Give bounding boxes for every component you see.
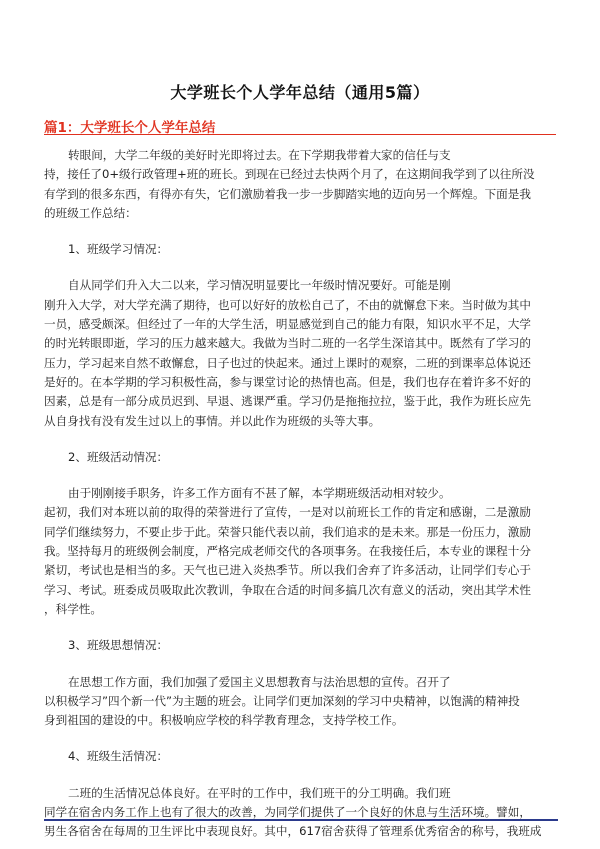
document-body bbox=[44, 146, 558, 842]
paragraph-line: 由于刚刚接手职务，许多工作方面有不甚了解，本学期班级活动相对较少。 bbox=[68, 486, 451, 501]
spacer bbox=[44, 223, 558, 240]
subsection-heading-study: 1、班级学习情况： bbox=[68, 242, 169, 257]
paragraph-line: 自从同学们升入大二以来，学习情况明显要比一年级时情况要好。可能是刚 bbox=[68, 278, 451, 293]
paragraph-line: 起初，我们对本班以前的取得的荣誉进行了宣传，一是对以前班长工作的肯定和感谢，二是激励 bbox=[44, 505, 531, 520]
spacer bbox=[44, 259, 558, 276]
spacer bbox=[44, 656, 558, 673]
paragraph-line: 同学们继续努力，不要止步于此。荣誉只能代表以前，我们追求的是未来。那是一份压力，激励 bbox=[44, 524, 531, 539]
paragraph-line: 同学在宿舍内务工作上也有了很大的改善，为同学们提供了一个良好的休息与生活环境。譬如， bbox=[44, 805, 531, 820]
paragraph-line: 是好的。在本学期的学习积极性高，参与课堂讨论的热情也高。但是，我们也存在着许多不好的 bbox=[44, 374, 531, 389]
paragraph-line: 我。坚持每月的班级例会制度，严格完成老师交代的各项事务。在我接任后，本专业的课程十分 bbox=[44, 544, 531, 559]
spacer bbox=[44, 730, 558, 747]
paragraph-line: 有学到的很多东西，有得亦有失，它们激励着我一步一步脚踏实地的迈向另一个辉煌。下面是我 bbox=[44, 186, 531, 201]
paragraph-line: 在思想工作方面，我们加强了爱国主义思想教育与法治思想的宣传。召开了 bbox=[68, 674, 451, 689]
spacer bbox=[44, 619, 558, 636]
paragraph-line: 从自身找有没有发生过以上的事情。并以此作为班级的头等大事。 bbox=[44, 413, 381, 428]
paragraph-line: 男生各宿舍在每周的卫生评比中表现良好。其中，617宿舍获得了管理系优秀宿舍的称号，我班成 bbox=[44, 824, 542, 839]
paragraph-line: 二班的生活情况总体良好。在平时的工作中，我们班干的分工明确。我们班 bbox=[68, 785, 451, 800]
subsection-heading-life: 4、班级生活情况： bbox=[68, 749, 169, 764]
paragraph-line: 压力，学习起来自然不敢懈怠，日子也过的快起来。通过上课时的观察，二班的到课率总体说还 bbox=[44, 355, 531, 370]
paragraph-line: 的班级工作总结： bbox=[44, 205, 137, 220]
page-bottom-rule bbox=[44, 819, 558, 821]
paragraph-line: 持，接任了0+级行政管理+班的班长。到现在已经过去快两个月了，在这期间我学到了以往所没 bbox=[44, 167, 535, 182]
section-heading: 篇1：大学班长个人学年总结 bbox=[44, 120, 216, 136]
spacer bbox=[44, 431, 558, 448]
paragraph-line: 转眼间，大学二年级的美好时光即将过去。在下学期我带着大家的信任与支 bbox=[68, 148, 451, 162]
paragraph-line: 因素，总是有一部分成员迟到、早退、逃课严重。学习仍是拖拖拉拉，鉴于此，我作为班长应先 bbox=[44, 394, 531, 409]
section-heading-underline bbox=[44, 134, 556, 135]
paragraph-line: 身到祖国的建设的中。积极响应学校的科学教育理念，支持学校工作。 bbox=[44, 713, 404, 728]
subsection-heading-activities: 2、班级活动情况： bbox=[68, 449, 169, 464]
paragraph-line: 紧切，考试也是相当的多。天气也已进入炎热季节。所以我们舍弃了许多活动，让同学们专心于 bbox=[44, 563, 531, 578]
subsection-heading-ideology: 3、班级思想情况： bbox=[68, 638, 169, 653]
paragraph-line: 刚升入大学，对大学充满了期待，也可以好好的放松自己了，不由的就懈怠下来。当时做为其中 bbox=[44, 297, 531, 312]
spacer bbox=[44, 767, 558, 784]
paragraph-line: 学习、考试。班委成员吸取此次教训，争取在合适的时间多搞几次有意义的活动，突出其学术性 bbox=[44, 582, 531, 597]
paragraph-line: ，科学性。 bbox=[44, 601, 102, 616]
document-title: 大学班长个人学年总结（通用5篇） bbox=[170, 83, 430, 102]
paragraph-line: 一员，感受颇深。但经过了一年的大学生活，明显感觉到自己的能力有限，知识水平不足，大学 bbox=[44, 317, 531, 332]
paragraph-line: 的时光转眼即逝，学习的压力越来越大。我做为当时二班的一名学生深谙其中。既然有了学习的 bbox=[44, 336, 531, 351]
paragraph-line: 以积极学习”四个新一代”为主题的班会。让同学们更加深刻的学习中央精神，以饱满的精神投 bbox=[44, 693, 520, 708]
spacer bbox=[44, 467, 558, 484]
